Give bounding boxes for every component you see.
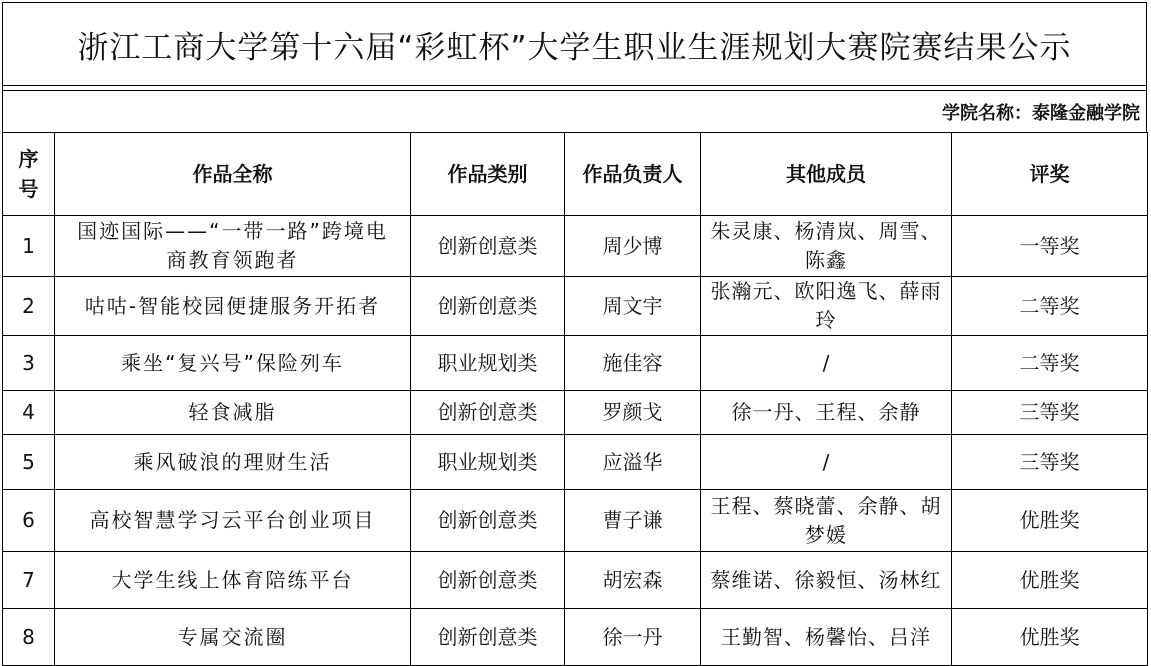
cell-leader: 应溢华 — [565, 435, 701, 490]
cell-name: 专属交流圈 — [55, 609, 411, 666]
header-seq — [3, 133, 55, 216]
cell-name: 高校智慧学习云平台创业项目 — [55, 490, 411, 552]
cell-leader: 徐一丹 — [565, 609, 701, 666]
header-row — [3, 133, 1148, 216]
cell-category: 创新创意类 — [411, 391, 565, 435]
cell-seq: 5 — [3, 435, 55, 490]
cell-leader: 施佳容 — [565, 336, 701, 391]
cell-seq: 8 — [3, 609, 55, 666]
cell-name: 国迹国际——“一带一路”跨境电商教育领跑者 — [55, 216, 411, 277]
cell-award: 二等奖 — [952, 336, 1148, 391]
cell-category: 创新创意类 — [411, 216, 565, 277]
cell-members: / — [701, 336, 952, 391]
table-row — [3, 277, 1148, 336]
cell-name: 轻食减脂 — [55, 391, 411, 435]
results-table — [2, 132, 1148, 666]
cell-leader: 罗颜戈 — [565, 391, 701, 435]
cell-category: 创新创意类 — [411, 609, 565, 666]
header-seq-label: 序 号 — [18, 147, 39, 201]
header-award: 评奖 — [952, 133, 1148, 216]
college-name: 学院名称：泰隆金融学院 — [2, 90, 1147, 133]
header-members: 其他成员 — [701, 133, 952, 216]
cell-award: 三等奖 — [952, 435, 1148, 490]
cell-award: 三等奖 — [952, 391, 1148, 435]
cell-category: 职业规划类 — [411, 435, 565, 490]
table-row — [3, 435, 1148, 490]
cell-leader: 胡宏森 — [565, 552, 701, 609]
cell-award: 一等奖 — [952, 216, 1148, 277]
cell-members: 张瀚元、欧阳逸飞、薛雨玲 — [701, 277, 952, 336]
header-leader: 作品负责人 — [565, 133, 701, 216]
table-row — [3, 490, 1148, 552]
header-name: 作品全称 — [55, 133, 411, 216]
cell-category: 创新创意类 — [411, 277, 565, 336]
cell-award: 优胜奖 — [952, 552, 1148, 609]
cell-name: 大学生线上体育陪练平台 — [55, 552, 411, 609]
cell-award: 优胜奖 — [952, 609, 1148, 666]
cell-seq: 1 — [3, 216, 55, 277]
cell-name: 乘坐“复兴号”保险列车 — [55, 336, 411, 391]
table-row — [3, 216, 1148, 277]
cell-name: 乘风破浪的理财生活 — [55, 435, 411, 490]
page-title: 浙江工商大学第十六届“彩虹杯”大学生职业生涯规划大赛院赛结果公示 — [2, 2, 1147, 86]
table-row — [3, 336, 1148, 391]
cell-award: 二等奖 — [952, 277, 1148, 336]
cell-category: 创新创意类 — [411, 490, 565, 552]
cell-category: 职业规划类 — [411, 336, 565, 391]
header-category: 作品类别 — [411, 133, 565, 216]
cell-members: 蔡维诺、徐毅恒、汤林红 — [701, 552, 952, 609]
cell-seq: 3 — [3, 336, 55, 391]
cell-members: 王勤智、杨馨怡、吕洋 — [701, 609, 952, 666]
cell-seq: 2 — [3, 277, 55, 336]
table-row — [3, 552, 1148, 609]
table-row — [3, 391, 1148, 435]
table-row — [3, 609, 1148, 666]
cell-leader: 周文宇 — [565, 277, 701, 336]
cell-leader: 曹子谦 — [565, 490, 701, 552]
cell-seq: 4 — [3, 391, 55, 435]
cell-members: 王程、蔡晓蕾、余静、胡梦媛 — [701, 490, 952, 552]
cell-seq: 6 — [3, 490, 55, 552]
cell-members: / — [701, 435, 952, 490]
cell-leader: 周少博 — [565, 216, 701, 277]
cell-members: 朱灵康、杨清岚、周雪、陈鑫 — [701, 216, 952, 277]
cell-members: 徐一丹、王程、余静 — [701, 391, 952, 435]
cell-award: 优胜奖 — [952, 490, 1148, 552]
cell-category: 创新创意类 — [411, 552, 565, 609]
cell-seq: 7 — [3, 552, 55, 609]
cell-name: 咕咕-智能校园便捷服务开拓者 — [55, 277, 411, 336]
